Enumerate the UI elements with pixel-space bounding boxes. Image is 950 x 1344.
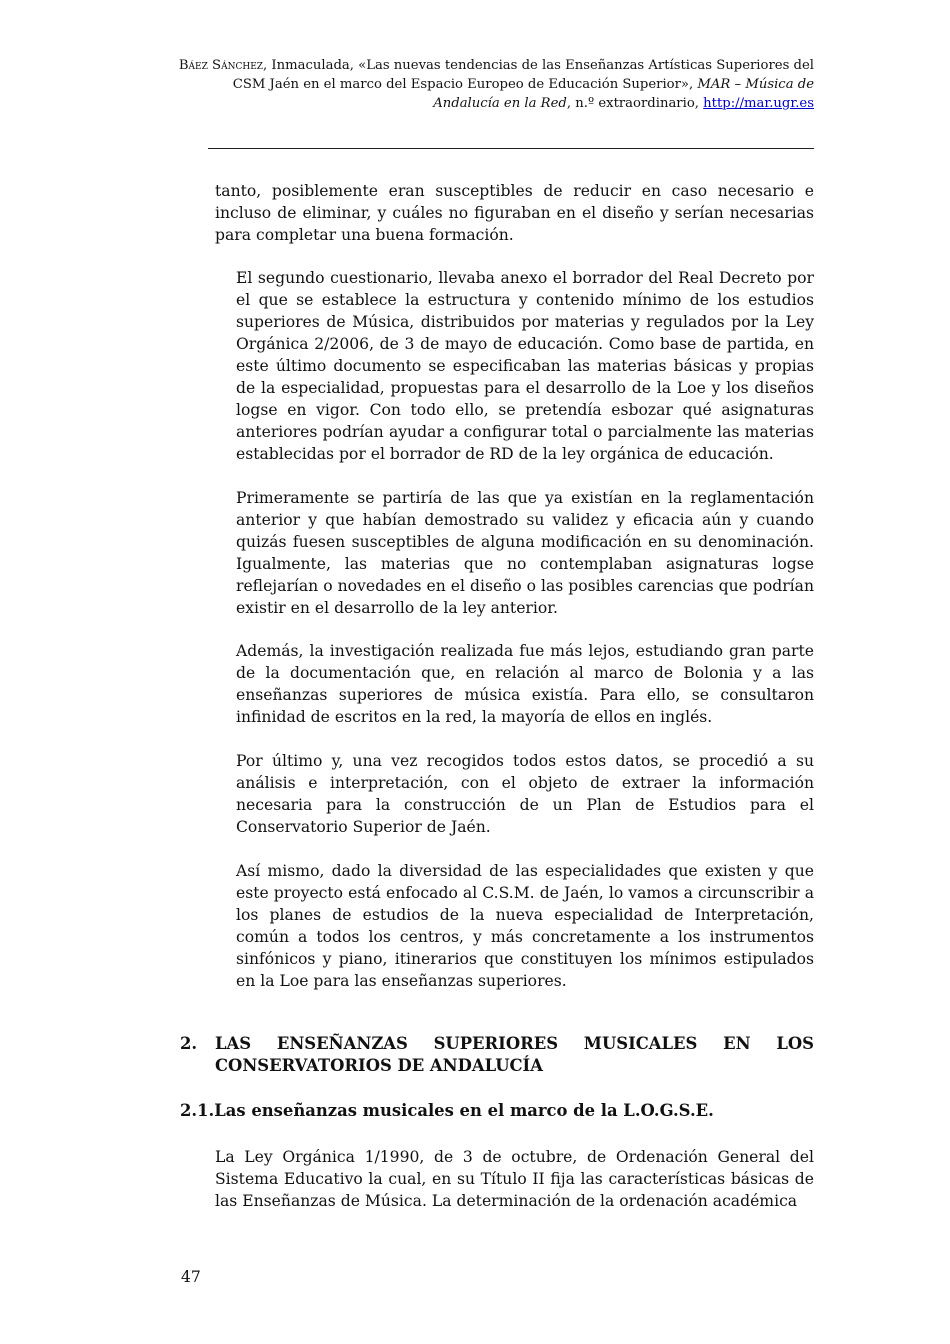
paragraph-analysis: Por último y, una vez recogidos todos estos datos, se procedió a su análisis e interpretación, con el objeto de extraer la información necesaria para la construcción de un Plan de Estudios para el Conservatorio Superior de Jaén. (236, 752, 814, 836)
paragraph-research: Además, la investigación realizada fue más lejos, estudiando gran parte de la documentación que, en relación al marco de Bolonia y a las enseñanzas superiores de música existía. Para ello, se consultaron infinidad de escritos en la red, la mayoría de ellos en inglés. (236, 642, 814, 726)
paragraph-second-questionnaire: El segundo cuestionario, llevaba anexo el borrador del Real Decreto por el que se establece la estructura y contenido mínimo de los estudios superiores de Música, distribuidos por materias y regulados por la Ley Orgánica 2/2006, de 3 de mayo de educación. Como base de partida, en este último documento se especificaban las materias básicas y propias de la especialidad, propuestas para el desarrollo de la Loe y los diseños logse en vigor. Con todo ello, se pretendía esbozar qué asignaturas anteriores podrían ayudar a configurar total o parcialmente las materias establecidas por el borrador de RD de la ley orgánica de educación. (236, 269, 814, 463)
running-header (170, 56, 814, 113)
paragraph-continuation: tanto, posiblemente eran susceptibles de reducir en caso necesario e incluso de eliminar, y cuáles no figuraban en el diseño y serían necesarias para completar una buena formación. (215, 182, 814, 244)
header-citation-text: , Inmaculada, «Las nuevas tendencias de las Enseñanzas Artísticas Superiores del CSM Jaén en el marco del Espacio Europeo de Educación Superior», (232, 58, 814, 92)
section-2-title: LAS ENSEÑANZAS SUPERIORES MUSICALES EN LOS CONSERVATORIOS DE ANDALUCÍA (215, 1034, 814, 1075)
section-2-number: 2. (180, 1034, 198, 1053)
subsection-2-1-title: Las enseñanzas musicales en el marco de la L.O.G.S.E. (214, 1101, 714, 1120)
paragraph-logse: La Ley Orgánica 1/1990, de 3 de octubre, de Ordenación General del Sistema Educativo la cual, en su Título II fija las características básicas de las Enseñanzas de Música. La determinación de la ordenación académica (215, 1148, 814, 1210)
subsection-2-1-number: 2.1. (180, 1101, 215, 1120)
paragraph-scope: Así mismo, dado la diversidad de las especialidades que existen y que este proyecto está enfocado al C.S.M. de Jaén, lo vamos a circunscribir a los planes de estudios de la nueva especialidad de Interpretación, común a todos los centros, y más concretamente a los instrumentos sinfónicos y piano, itinerarios que constituyen los mínimos estipulados en la Loe para las enseñanzas superiores. (236, 862, 814, 990)
paragraph-first-step: Primeramente se partiría de las que ya existían en la reglamentación anterior y que habían demostrado su validez y eficacia aún y cuando quizás fuesen susceptibles de alguna modificación en su denominación. Igualmente, las materias que no contemplaban asignaturas logse reflejarían o novedades en el diseño o las posibles carencias que podrían existir en el desarrollo de la ley anterior. (236, 489, 814, 617)
header-url-link[interactable]: http://mar.ugr.es (703, 96, 814, 111)
subsection-heading-2-1 (180, 1100, 814, 1122)
page-number: 47 (181, 1268, 201, 1286)
header-journal-title: MAR – Música de Andalucía en la Red (433, 77, 814, 111)
header-issue-text: , n.º extraordinario, (566, 96, 704, 111)
header-divider (208, 148, 814, 149)
header-author-surname: Báez Sánchez (178, 58, 264, 73)
